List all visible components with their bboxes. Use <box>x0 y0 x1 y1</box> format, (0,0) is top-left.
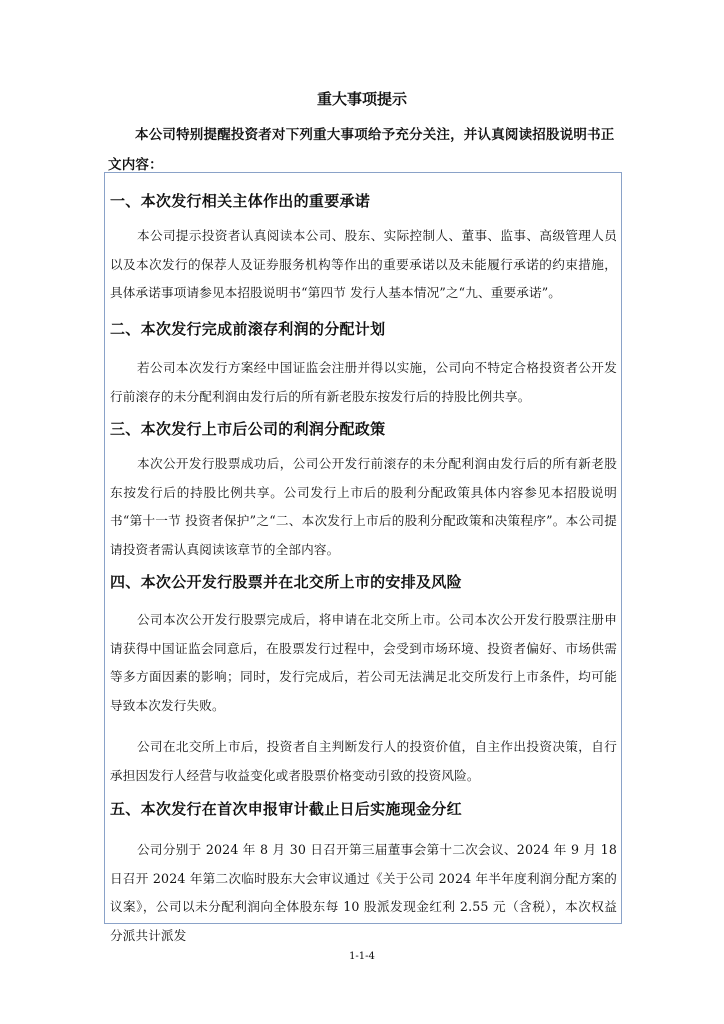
section-2-heading: 二、本次发行完成前滚存利润的分配计划 <box>110 320 386 338</box>
section-1-paragraph-1: 本公司提示投资者认真阅读本公司、股东、实际控制人、董事、监事、高级管理人员以及本次发行的保荐人及证券服务机构等作出的重要承诺以及未能履行承诺的约束措施，具体承诺事项请参见本招股说明书“第四节 发行人基本情况”之“九、重要承诺”。 <box>110 228 617 300</box>
intro-paragraph: 本公司特别提醒投资者对下列重大事项给予充分关注，并认真阅读招股说明书正文内容： <box>108 127 615 173</box>
section-4-heading: 四、本次公开发行股票并在北交所上市的安排及风险 <box>110 573 462 591</box>
section-1-heading: 一、本次发行相关主体作出的重要承诺 <box>110 192 371 210</box>
section-5-paragraph-1: 公司分别于 2024 年 8 月 30 日召开第三届董事会第十二次会议、2024 年 9 月 18 日召开 2024 年第二次临时股东大会审议通过《关于公司 2024 年半年度利润分配方案的议案》，公司以未分配利润向全体股东每 10 股派发现金红利 2.55 元（含税），本次权益分派共计派发 <box>110 842 617 943</box>
page-number: 1-1-4 <box>349 951 375 962</box>
page-title: 重大事项提示 <box>316 90 407 108</box>
section-4-paragraph-2: 公司在北交所上市后，投资者自主判断发行人的投资价值，自主作出投资决策，自行承担因发行人经营与收益变化或者股票价格变动引致的投资风险。 <box>110 739 617 783</box>
section-3-heading: 三、本次发行上市后公司的利润分配政策 <box>110 420 386 438</box>
section-5-heading: 五、本次发行在首次申报审计截止日后实施现金分红 <box>110 800 462 818</box>
section-3-paragraph-1: 本次公开发行股票成功后，公司公开发行前滚存的未分配利润由发行后的所有新老股东按发行后的持股比例共享。公司发行上市后的股利分配政策具体内容参见本招股说明书“第十一节 投资者保护”之“二、本次发行上市后的股利分配政策和决策程序”。本公司提请投资者需认真阅读该章节的全部内容。 <box>110 456 617 557</box>
section-4-paragraph-1: 公司本次公开发行股票完成后，将申请在北交所上市。公司本次公开发行股票注册申请获得中国证监会同意后，在股票发行过程中，会受到市场环境、投资者偏好、市场供需等多方面因素的影响；同时，发行完成后，若公司无法满足北交所发行上市条件，均可能导致本次发行失败。 <box>110 612 617 713</box>
section-2-paragraph-1: 若公司本次发行方案经中国证监会注册并得以实施，公司向不特定合格投资者公开发行前滚存的未分配利润由发行后的所有新老股东按发行后的持股比例共享。 <box>110 360 617 404</box>
